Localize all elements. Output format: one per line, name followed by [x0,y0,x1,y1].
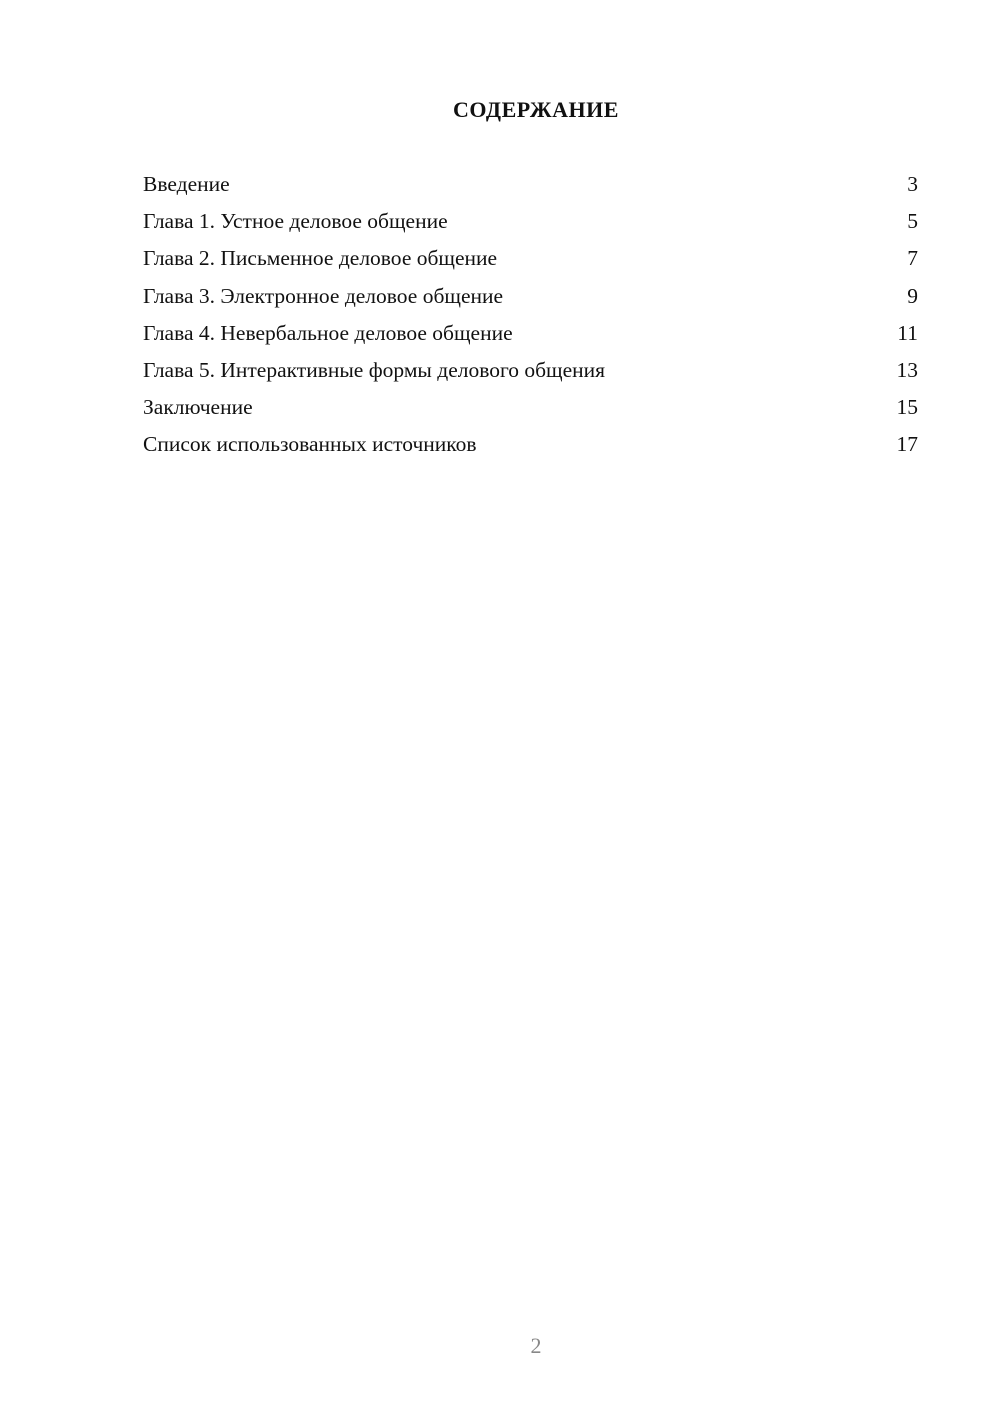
toc-entry-label: Глава 5. Интерактивные формы делового общения [143,357,606,382]
toc-item [143,315,918,352]
table-of-contents [143,166,918,464]
toc-item [143,166,918,203]
toc-item [143,352,918,389]
toc-entry-label: Глава 3. Электронное деловое общение [143,283,504,308]
toc-item [143,203,918,240]
page-number: 2 [530,1333,542,1358]
page-title: СОДЕРЖАНИЕ [453,97,619,122]
toc-item [143,278,918,315]
toc-item [143,389,918,426]
toc-entry-page: 9 [907,283,918,308]
toc-entry-label: Заключение [143,395,253,420]
toc-entry-label: Глава 2. Письменное деловое общение [143,246,498,271]
toc-entry-label: Список использованных источников [143,432,477,457]
toc-entry-page: 11 [897,320,918,345]
toc-entry-page: 5 [907,209,918,234]
toc-entry-label: Введение [143,172,230,196]
toc-entry-page: 15 [896,395,918,420]
toc-entry-page: 7 [907,246,918,271]
toc-entry-page: 13 [896,357,918,382]
toc-entry-label: Глава 1. Устное деловое общение [143,209,448,234]
toc-entry-label: Глава 4. Невербальное деловое общение [143,320,513,345]
toc-entry-page: 3 [907,172,918,196]
toc-item [143,426,918,463]
toc-item [143,240,918,277]
toc-entry-page: 17 [896,432,918,457]
